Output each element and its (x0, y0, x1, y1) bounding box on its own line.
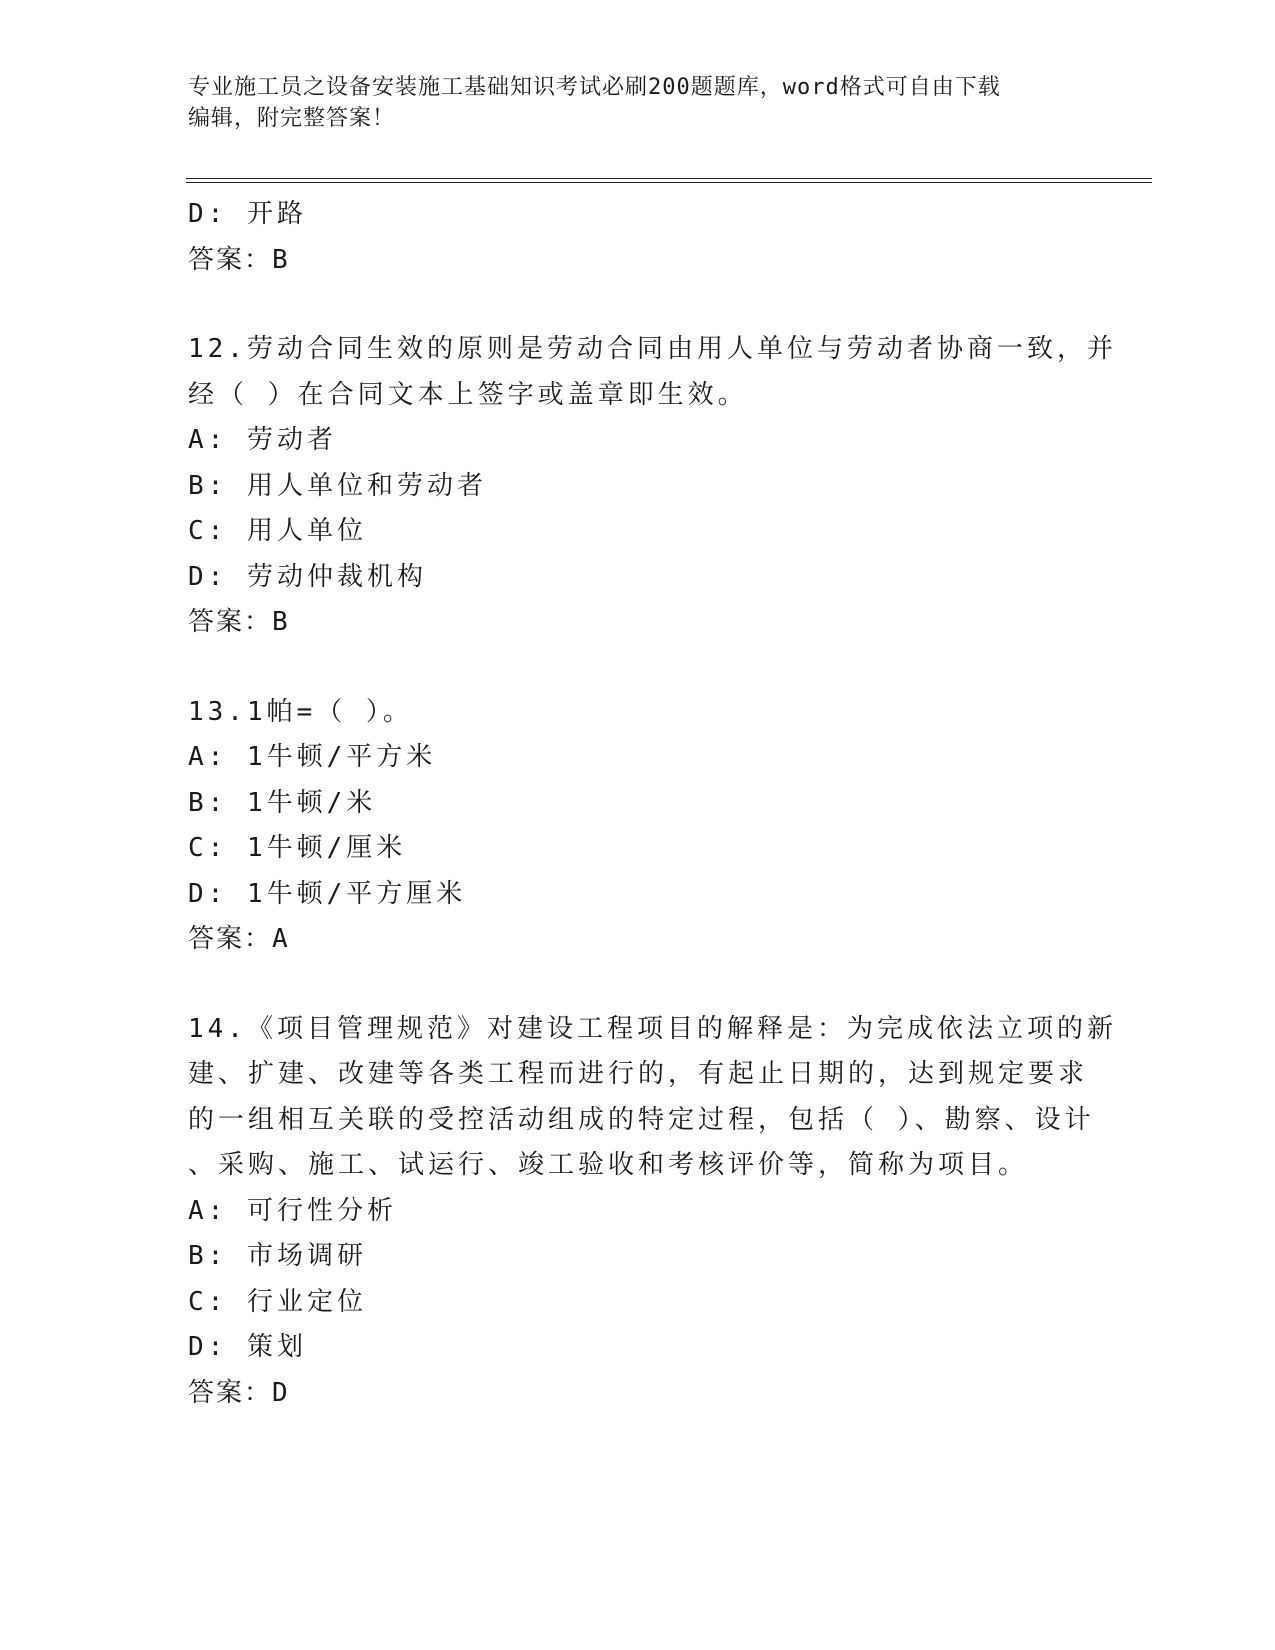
option-c: C: 行业定位 (188, 1286, 367, 1317)
option-d: D: 劳动仲裁机构 (188, 561, 427, 592)
question-stem (188, 1007, 1117, 1189)
question-stem (188, 690, 1088, 736)
stem-line: 的一组相互关联的受控活动组成的特定过程，包括（ ）、勘察、设计 (188, 1104, 1095, 1135)
option-a: A: 劳动者 (188, 425, 337, 455)
option-d: D: 开路 (188, 199, 307, 229)
stem-line: 12.劳动合同生效的原则是劳动合同由用人单位与劳动者协商一致，并 (188, 334, 1117, 364)
answer-line: 答案：A (188, 924, 290, 954)
option-b: B: 用人单位和劳动者 (188, 470, 487, 501)
option-d: D: 1牛顿/平方厘米 (188, 878, 467, 909)
stem-line: 14.《项目管理规范》对建设工程项目的解释是：为完成依法立项的新 (188, 1013, 1117, 1044)
answer-line: 答案：D (188, 1377, 290, 1408)
previous-question-tail (188, 192, 1088, 283)
stem-line: 建、扩建、改建等各类工程而进行的，有起止日期的，达到规定要求 (188, 1059, 1089, 1089)
answer-line: 答案：B (188, 607, 290, 637)
question-12 (188, 327, 1117, 646)
option-c: C: 1牛顿/厘米 (188, 833, 407, 863)
option-a: A: 可行性分析 (188, 1195, 397, 1226)
question-13 (188, 690, 1088, 963)
header-title-line-2: 编辑，附完整答案！ (188, 106, 396, 131)
option-a: A: 1牛顿/平方米 (188, 742, 437, 772)
question-stem (188, 327, 1117, 418)
stem-line: 、采购、施工、试运行、竣工验收和考核评价等，简称为项目。 (188, 1150, 1029, 1180)
stem-line: 经（ ）在合同文本上签字或盖章即生效。 (188, 379, 748, 410)
header-title-line-1: 专业施工员之设备安装施工基础知识考试必刷200题题库，word格式可自由下载 (188, 75, 1001, 100)
option-c: C: 用人单位 (188, 516, 367, 546)
question-list (188, 192, 1117, 1416)
header-divider (186, 178, 1152, 183)
option-b: B: 1牛顿/米 (188, 787, 377, 818)
document-header (188, 72, 1068, 134)
option-b: B: 市场调研 (188, 1241, 367, 1271)
option-d: D: 策划 (188, 1332, 307, 1362)
answer-line: 答案：B (188, 244, 290, 275)
stem-line: 13.1帕=（ ）。 (188, 696, 413, 727)
question-14 (188, 1007, 1117, 1417)
